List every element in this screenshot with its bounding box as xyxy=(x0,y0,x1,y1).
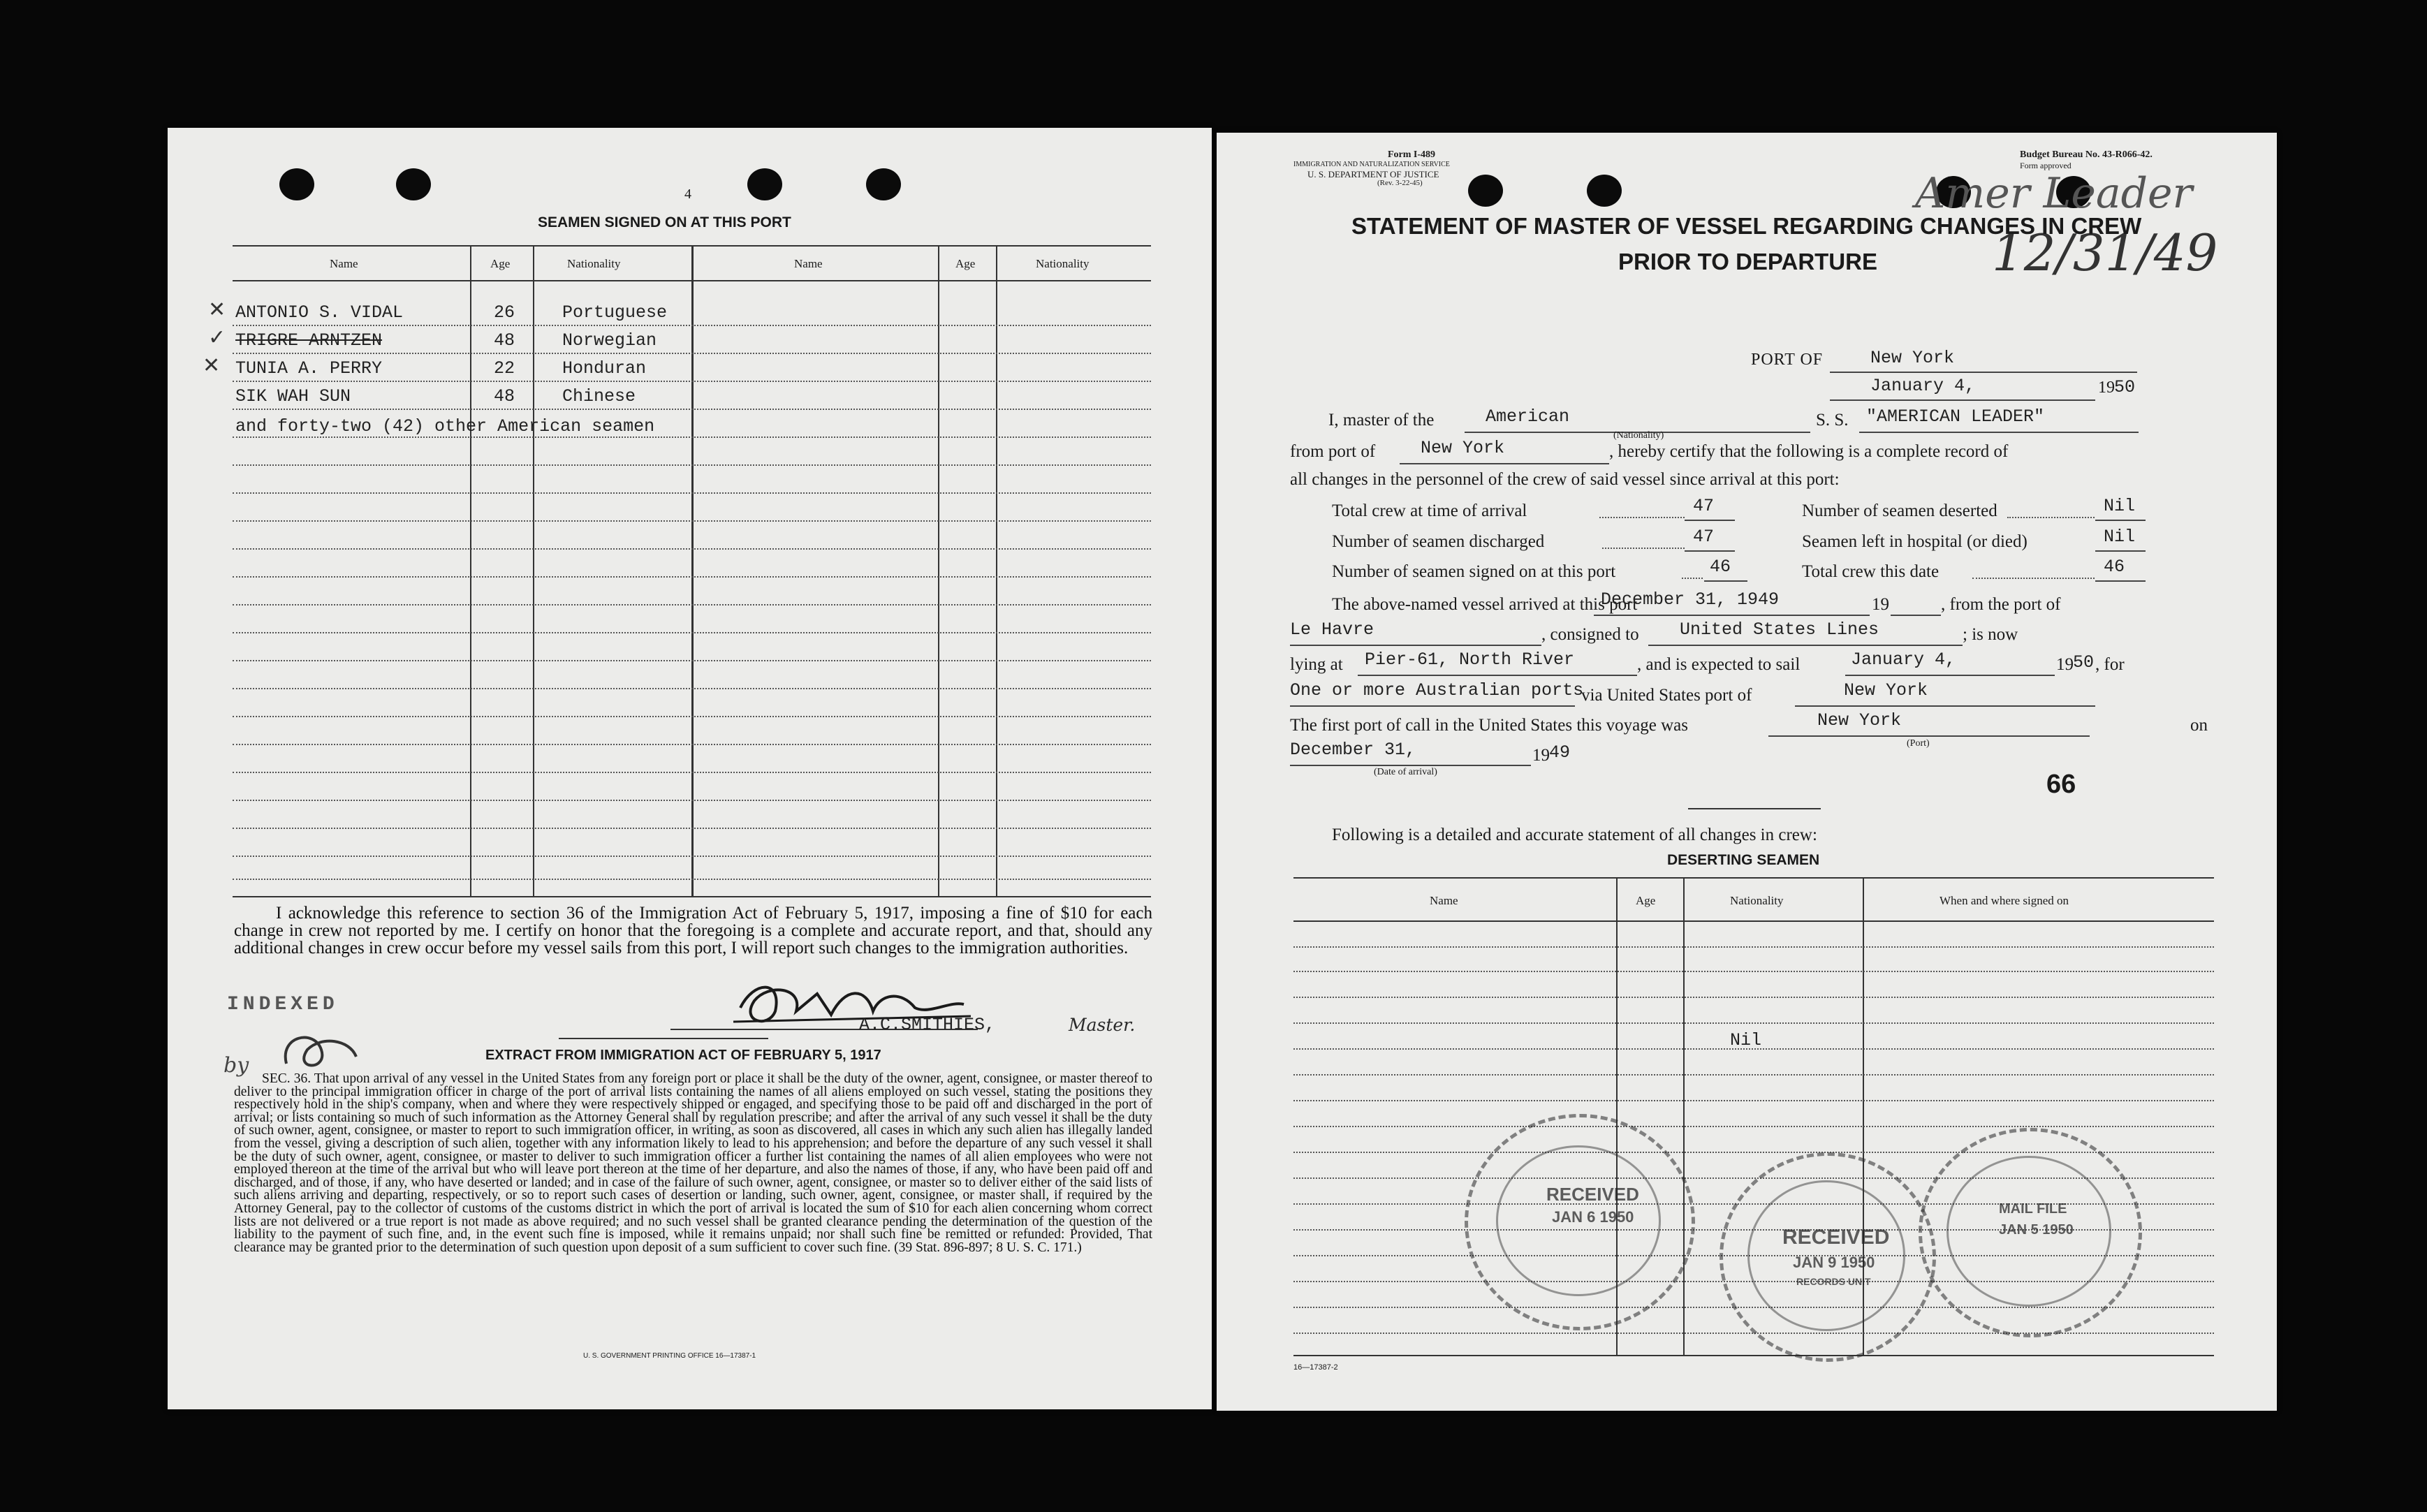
stat-label: Seamen left in hospital (or died) xyxy=(1802,532,2028,551)
form-title-line-2: PRIOR TO DEPARTURE xyxy=(1618,249,1877,274)
sail-date-field xyxy=(1845,649,2055,676)
sail-label: , and is expected to sail xyxy=(1637,655,1801,674)
arrival-date: December 31, xyxy=(1290,740,1416,760)
stat-label: Total crew at time of arrival xyxy=(1332,501,1527,520)
table-bottom-rule xyxy=(1293,1355,2214,1356)
punch-hole xyxy=(866,168,901,200)
punch-hole xyxy=(396,168,431,200)
column-divider xyxy=(1683,877,1685,1355)
sail-year: 50 xyxy=(2073,652,2095,673)
leader-dots xyxy=(1972,578,2095,579)
initials-mark xyxy=(272,1022,370,1078)
master-of-the-label: I, master of the xyxy=(1328,411,1435,430)
from-port-of-label: , from the port of xyxy=(1941,595,2061,614)
stamp-date: JAN 9 1950 xyxy=(1793,1254,1875,1271)
ss-label: S. S. xyxy=(1816,411,1849,430)
crew-nationality: Chinese xyxy=(562,386,636,406)
crew-nationality: Norwegian xyxy=(562,330,657,351)
consigned-label: , consigned to xyxy=(1541,625,1639,644)
table-bottom-rule xyxy=(233,896,1151,897)
deserting-nil: Nil xyxy=(1730,1030,1762,1050)
stamp-date: JAN 6 1950 xyxy=(1552,1208,1634,1226)
deserting-title: DESERTING SEAMEN xyxy=(1667,852,1820,868)
section-title: SEAMEN SIGNED ON AT THIS PORT xyxy=(538,214,791,230)
column-header-nationality-2: Nationality xyxy=(1036,257,1090,270)
crew-nationality: Portuguese xyxy=(562,302,668,323)
mail-file-stamp xyxy=(1919,1128,2142,1337)
stat-value: 46 xyxy=(1710,557,1731,577)
extract-title: EXTRACT FROM IMMIGRATION ACT OF FEBRUARY 5, 1917 xyxy=(485,1048,881,1063)
check-mark: ✓ xyxy=(208,325,226,350)
via-port-field xyxy=(1795,680,2095,707)
stamp-unit: RECORDS UNIT xyxy=(1796,1276,1871,1287)
record-number: 66 xyxy=(2046,770,2076,799)
deserting-column-name: Name xyxy=(1430,894,1458,907)
agency-line-2: U. S. DEPARTMENT OF JUSTICE xyxy=(1307,169,1439,179)
crew-name: SIK WAH SUN xyxy=(235,386,351,406)
first-port-label: The first port of call in the United States this voyage was xyxy=(1290,716,1689,735)
date-field xyxy=(1830,376,2095,401)
column-divider xyxy=(691,245,694,896)
acknowledgment-text: I acknowledge this reference to section 36 of the Immigration Act of February 5, 1917, imposing a fine of $10 for each change in crew not reported by me. I certify on honor that the foregoing is a complete and accurate report, and that, should any additional changes in crew occur before my vessel sails from this port, I will report such changes to the immigration authorities. xyxy=(234,904,1152,957)
page-number: 4 xyxy=(684,186,691,202)
arrival-year: 49 xyxy=(1549,742,1571,763)
arrived-label: The above-named vessel arrived at this port xyxy=(1332,595,1638,614)
arrived-value: December 31, 1949 xyxy=(1601,589,1780,610)
form-number: Form I-489 xyxy=(1388,149,1436,160)
stat-label: Number of seamen deserted xyxy=(1802,501,1997,520)
port-caption: (Port) xyxy=(1907,738,1930,749)
master-label: Master. xyxy=(1069,1015,1136,1035)
crew-age: 48 xyxy=(494,330,515,351)
form-footer: 16—17387-2 xyxy=(1293,1363,1338,1372)
stat-field xyxy=(1704,559,1747,582)
consignee: United States Lines xyxy=(1680,619,1879,640)
lying-at-field xyxy=(1358,649,1637,676)
leader-dots xyxy=(1599,517,1685,518)
table-top-rule xyxy=(1293,877,2214,879)
crew-name: TRIGRE ARNTZEN xyxy=(235,330,383,351)
received-stamp xyxy=(1465,1114,1695,1330)
received-stamp xyxy=(1720,1152,1936,1362)
crew-age: 26 xyxy=(494,302,515,323)
from-port-field xyxy=(1400,438,1609,464)
certify-text: , hereby certify that the following is a complete record of xyxy=(1609,442,2009,461)
right-page xyxy=(1217,133,2277,1411)
stat-field xyxy=(2095,529,2146,552)
arrived-field xyxy=(1594,589,1870,616)
stat-label: Number of seamen discharged xyxy=(1332,532,1545,551)
column-divider xyxy=(533,245,534,896)
year-prefix: 19 xyxy=(2098,379,2115,397)
stamp-text: MAIL FILE xyxy=(1999,1201,2067,1217)
handwritten-date: 12/31/49 xyxy=(1992,223,2218,282)
on-label: on xyxy=(2190,716,2208,735)
check-mark: ✕ xyxy=(208,298,226,322)
first-port-field xyxy=(1768,710,2090,737)
destination-field xyxy=(1290,680,1584,707)
stat-field xyxy=(1685,529,1735,552)
first-port-value: New York xyxy=(1817,710,1902,731)
divider xyxy=(1688,808,1821,809)
agency-line-3: (Rev. 3-22-45) xyxy=(1377,179,1423,187)
stat-label: Total crew this date xyxy=(1802,562,1940,581)
leader-dots xyxy=(1682,578,1703,579)
indexed-by-label: by xyxy=(223,1053,249,1078)
stamp-date: JAN 5 1950 xyxy=(1999,1222,2074,1238)
port-field xyxy=(1830,348,2137,373)
column-divider xyxy=(996,245,997,896)
stat-value: Nil xyxy=(2104,496,2136,516)
stat-value: 47 xyxy=(1693,496,1715,516)
origin-port: Le Havre xyxy=(1290,619,1374,640)
master-name: A.C.SMITHIES, xyxy=(859,1015,996,1035)
from-port-label: from port of xyxy=(1290,442,1376,461)
sail-date: January 4, xyxy=(1851,649,1956,670)
date-value: January 4, xyxy=(1870,376,1976,396)
crew-name: ANTONIO S. VIDAL xyxy=(235,302,404,323)
column-divider xyxy=(938,245,939,896)
budget-bureau-number: Budget Bureau No. 43-R066-42. xyxy=(2020,149,2153,160)
deserting-column-age: Age xyxy=(1636,894,1656,907)
year-blank xyxy=(1891,594,1941,616)
leader-dots xyxy=(1602,548,1685,549)
changes-text: all changes in the personnel of the crew of said vessel since arrival at this port: xyxy=(1290,470,1840,489)
sail-year-prefix: 19 xyxy=(2056,655,2074,674)
indexed-stamp: INDEXED xyxy=(227,994,339,1015)
nationality-caption: (Nationality) xyxy=(1613,430,1664,441)
lying-at-value: Pier-61, North River xyxy=(1365,649,1575,670)
port-value: New York xyxy=(1870,348,1955,368)
stamp-text: RECEIVED xyxy=(1782,1226,1890,1249)
column-header-age: Age xyxy=(490,257,511,270)
other-seamen-note: and forty-two (42) other American seamen xyxy=(235,416,655,436)
left-page xyxy=(168,128,1212,1409)
stat-value: 46 xyxy=(2104,557,2125,577)
year-19-label: 19 xyxy=(1872,595,1889,614)
crew-nationality: Honduran xyxy=(562,358,647,379)
column-header-age-2: Age xyxy=(955,257,976,270)
punch-hole xyxy=(1587,175,1622,207)
via-port: New York xyxy=(1844,680,1928,700)
column-header-name-2: Name xyxy=(794,257,823,270)
ship-name: "AMERICAN LEADER" xyxy=(1866,406,2045,427)
following-text: Following is a detailed and accurate statement of all changes in crew: xyxy=(1332,825,1817,844)
crew-name: TUNIA A. PERRY xyxy=(235,358,383,379)
stat-value: Nil xyxy=(2104,527,2136,547)
via-label: via United States port of xyxy=(1581,686,1752,705)
punch-hole xyxy=(1468,175,1503,207)
arrival-year-prefix: 19 xyxy=(1532,746,1550,765)
table-header-rule xyxy=(1293,920,2214,922)
deserting-column-nationality: Nationality xyxy=(1730,894,1784,907)
for-label: , for xyxy=(2095,655,2125,674)
stat-field xyxy=(2095,559,2146,582)
stat-value: 47 xyxy=(1693,527,1715,547)
consignee-field xyxy=(1648,619,1963,646)
stat-field xyxy=(1685,496,1735,521)
is-now-label: ; is now xyxy=(1963,625,2018,644)
column-header-nationality: Nationality xyxy=(567,257,621,270)
handwritten-ship-name: Amer Leader xyxy=(1915,169,2193,218)
stat-label: Number of seamen signed on at this port xyxy=(1332,562,1616,581)
check-mark: ✕ xyxy=(203,353,221,378)
column-header-name: Name xyxy=(330,257,358,270)
port-label: PORT OF xyxy=(1751,351,1824,369)
divider xyxy=(559,1038,768,1039)
arrival-date-caption: (Date of arrival) xyxy=(1374,767,1437,777)
ship-name-field xyxy=(1859,406,2139,433)
leader-dots xyxy=(2007,517,2095,518)
year-value: 50 xyxy=(2114,377,2136,397)
punch-hole xyxy=(279,168,314,200)
destination: One or more Australian ports xyxy=(1290,680,1584,700)
origin-port-field xyxy=(1290,619,1541,646)
crew-age: 48 xyxy=(494,386,515,406)
agency-line-1: IMMIGRATION AND NATURALIZATION SERVICE xyxy=(1293,161,1450,168)
lying-at-label: lying at xyxy=(1290,655,1343,674)
column-divider xyxy=(470,245,471,896)
form-approved: Form approved xyxy=(2020,161,2072,170)
form-title-line-1: STATEMENT OF MASTER OF VESSEL REGARDING CHANGES IN CREW xyxy=(1351,213,2142,239)
nationality-value: American xyxy=(1486,406,1570,427)
punch-hole xyxy=(747,168,782,200)
stamp-text: RECEIVED xyxy=(1546,1184,1639,1205)
section-36-text: SEC. 36. That upon arrival of any vessel in the United States from any foreign port or place it shall be the duty of the owner, agent, consignee, or master thereof to deliver to the principal immigration officer in charge of the port of arrival lists containing the names of all aliens employed on such vessel, stating the positions they respectively hold in the ship's company, when and where they were respectively shipped or engaged, and specifying those to be paid off and discharged in the port of arrival; or lists containing so much of such information as the Attorney General shall by regulation prescribe; and after the arrival of any such vessel it shall be the duty of such owner, agent, consignee, or master to report to such immigration officer, in writing, as soon as discovered, all cases in which any such alien has illegally landed from the vessel, giving a description of such alien, together with any information likely to lead to his apprehension; and before the departure of any such vessel it shall be the duty of such owner, agent, consignee, or master to deliver to such immigration officer a further list containing the names of all alien employees who were not employed thereon at the time of the arrival but who will leave port thereon at the time of her departure, and also the names of those, if any, who have been paid off and discharged, and of those, if any, who have deserted or landed; and in case of the failure of such owner, agent, consignee, or master so to deliver either of the said lists of such aliens arriving and departing, respectively, or so to report such cases of desertion or landing, such owner, agent, consignee, or master shall, if required by the Attorney General, pay to the collector of customs of the customs district in which the port of arrival is located the sum of $10 for each alien concerning whom correct lists are not delivered or a true report is not made as above required; and no such vessel shall be granted clearance pending the determination of the question of the liability to the payment of such fine, and, in the event such fine is imposed, while it remains unpaid; nor shall such fine be remitted or refunded: Provided, That clearance may be granted prior to the determination of such question upon deposit of a sum sufficient to cover such fine. (39 Stat. 896-897; 8 U. S. C. 171.) xyxy=(234,1071,1152,1255)
printing-office-footer: U. S. GOVERNMENT PRINTING OFFICE 16—17387-1 xyxy=(583,1352,756,1360)
stat-field xyxy=(2095,496,2146,521)
from-port-value: New York xyxy=(1421,438,1505,458)
arrival-date-field xyxy=(1290,740,1531,766)
deserting-column-signed-on: When and where signed on xyxy=(1940,894,2069,907)
crew-age: 22 xyxy=(494,358,515,379)
